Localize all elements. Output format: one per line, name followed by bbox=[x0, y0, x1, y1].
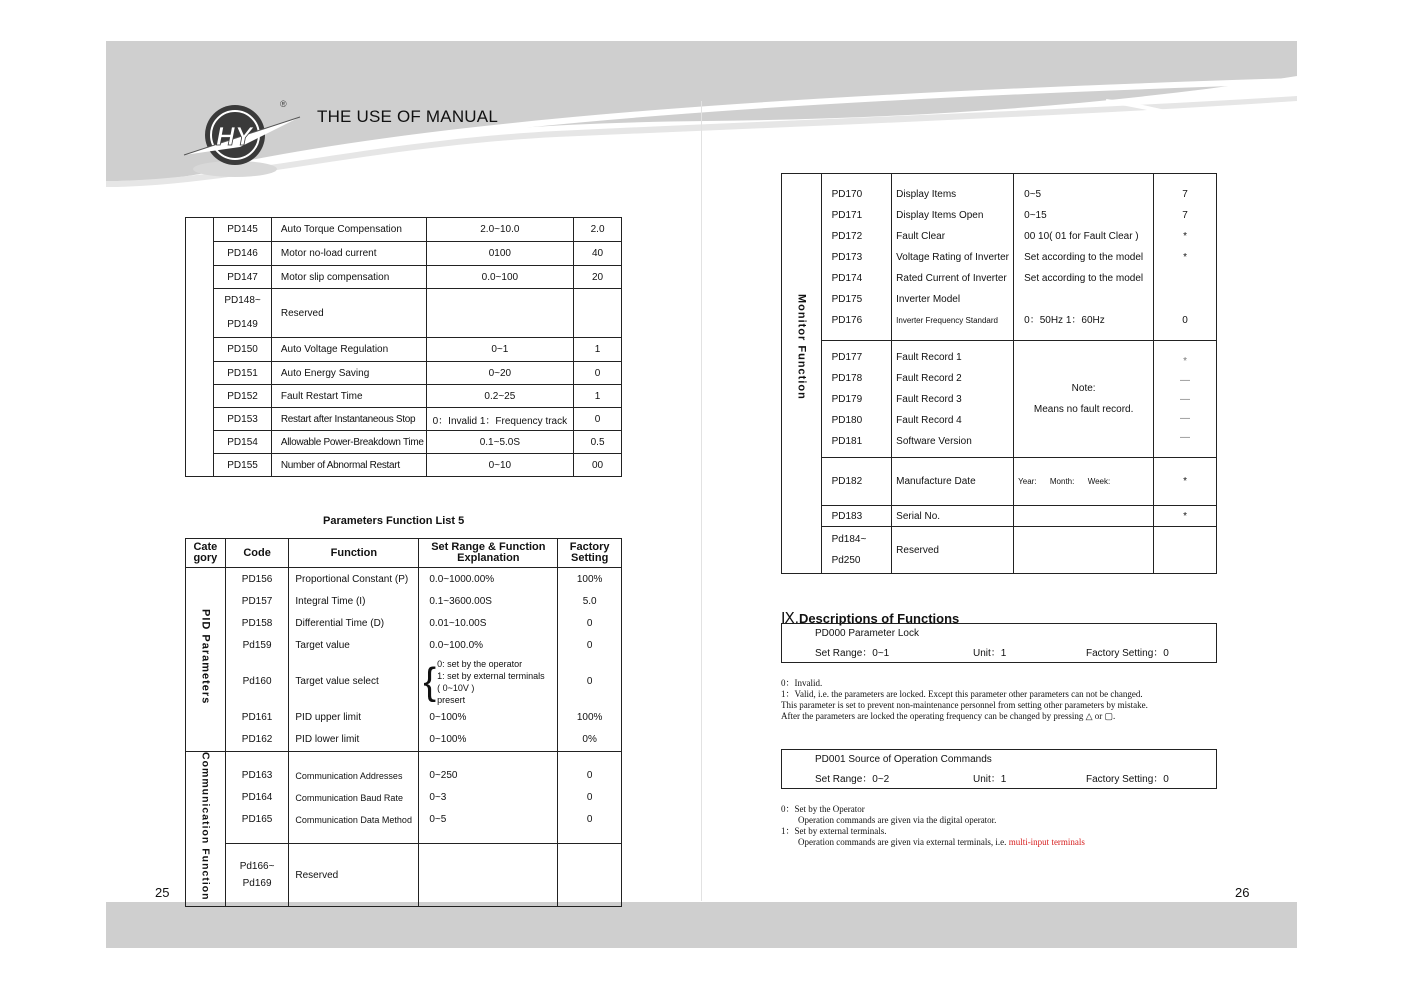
group2-functions bbox=[892, 341, 1014, 458]
manufacture-date-range: Year: Month: Week: bbox=[1014, 458, 1154, 506]
setting-cell: 5.0 bbox=[582, 595, 597, 607]
range-cell: 00 10( 01 for Fault Clear ) bbox=[1024, 230, 1139, 242]
code-cell: PD182 bbox=[821, 458, 892, 506]
range-cell: 0~5 bbox=[429, 813, 447, 825]
function-cell: Display Items bbox=[896, 188, 957, 200]
pd001-box bbox=[781, 749, 1217, 789]
code-cell: PD155 bbox=[214, 454, 272, 477]
table-row bbox=[782, 506, 1217, 527]
reserved-range bbox=[419, 844, 558, 906]
range-lines bbox=[437, 658, 545, 706]
code-cell: PD151 bbox=[214, 362, 272, 385]
function-cell: Motor no-load current bbox=[271, 242, 426, 266]
reserved-setting bbox=[558, 844, 622, 906]
function-cell: Allowable Power-Breakdown Time bbox=[271, 431, 426, 454]
pid-ranges bbox=[419, 568, 558, 752]
group1-functions bbox=[892, 174, 1014, 341]
setting-cell: 1 bbox=[574, 385, 622, 408]
code-line: PD149 bbox=[227, 319, 258, 330]
table-row bbox=[186, 454, 622, 477]
setting-cell: 0 bbox=[586, 675, 593, 687]
table-row bbox=[782, 458, 1217, 506]
group1-ranges bbox=[1014, 174, 1154, 341]
function-cell: Proportional Constant (P) bbox=[295, 573, 409, 585]
setting-cell: 0% bbox=[582, 733, 597, 745]
table-row bbox=[186, 338, 622, 362]
code-cell: PD145 bbox=[214, 218, 272, 242]
setting-cell bbox=[1160, 268, 1210, 289]
setting-cell: 2.0 bbox=[574, 218, 622, 242]
function-cell: PID lower limit bbox=[295, 733, 360, 745]
code-cell: PD156 bbox=[241, 573, 273, 585]
range-cell: 2.0~10.0 bbox=[426, 218, 574, 242]
pd001-factory: Factory Setting：0 bbox=[1086, 774, 1169, 785]
code-cell: PD179 bbox=[831, 393, 863, 405]
pd000-unit: Unit：1 bbox=[973, 648, 1007, 659]
header-category: Cate gory bbox=[186, 539, 226, 568]
page-number-left: 25 bbox=[155, 885, 170, 900]
pd001-range: Set Range：0~2 bbox=[815, 774, 890, 785]
code-cell: PD147 bbox=[214, 266, 272, 289]
function-cell: Manufacture Date bbox=[892, 458, 1014, 506]
setting-cell: 0 bbox=[586, 813, 593, 825]
code-cell: PD175 bbox=[831, 293, 863, 305]
range-cell bbox=[1014, 527, 1154, 574]
setting-cell: 20 bbox=[574, 266, 622, 289]
setting-cell: — bbox=[1180, 374, 1191, 386]
function-cell: Auto Energy Saving bbox=[271, 362, 426, 385]
setting-cell: * bbox=[1183, 251, 1187, 263]
function-cell: PID upper limit bbox=[295, 711, 361, 723]
range-cell bbox=[423, 657, 547, 707]
comm-codes bbox=[225, 752, 289, 844]
range-cell: 0~250 bbox=[429, 769, 458, 781]
header-function: Function bbox=[289, 539, 419, 568]
function-cell: Integral Time (I) bbox=[295, 595, 366, 607]
function-cell: Fault Record 2 bbox=[896, 372, 962, 384]
svg-text:HY: HY bbox=[216, 121, 253, 151]
setting-cell bbox=[1160, 289, 1210, 310]
pd000-range: Set Range：0~1 bbox=[815, 648, 890, 659]
table-row bbox=[186, 431, 622, 454]
range-cell: 0.0~100.0% bbox=[429, 639, 484, 651]
range-cell: 0.1~5.0S bbox=[426, 431, 574, 454]
function-cell: Differential Time (D) bbox=[295, 617, 385, 629]
range-line: 0: set by the operator bbox=[437, 658, 523, 669]
range-cell: 0.2~25 bbox=[426, 385, 574, 408]
function-cell: Fault Clear bbox=[896, 230, 946, 242]
range-cell: 0.0~1000.00% bbox=[429, 573, 495, 585]
setting-cell: 100% bbox=[576, 573, 603, 585]
category-communication: Communication Function bbox=[186, 752, 226, 907]
category-monitor: Monitor Function bbox=[782, 174, 822, 574]
setting-cell: 0.5 bbox=[574, 431, 622, 454]
code-cell: PD183 bbox=[821, 506, 892, 527]
manual-title: THE USE OF MANUAL bbox=[317, 107, 498, 126]
svg-text:®: ® bbox=[280, 99, 287, 109]
section-heading: Ⅸ.Descriptions of Functions bbox=[781, 610, 960, 627]
function-cell: Motor slip compensation bbox=[271, 266, 426, 289]
code-cell: PD161 bbox=[241, 711, 273, 723]
range-cell: 0~100% bbox=[429, 733, 467, 745]
code-cell: PD180 bbox=[831, 414, 863, 426]
range-cell: 0.1~3600.00S bbox=[429, 595, 492, 607]
setting-cell: 1 bbox=[574, 338, 622, 362]
hy-logo-icon bbox=[180, 95, 310, 185]
setting-cell: 0 bbox=[1182, 314, 1188, 326]
setting-cell: 0 bbox=[586, 791, 593, 803]
function-cell: Software Version bbox=[896, 435, 972, 447]
brace-icon: { bbox=[423, 660, 437, 703]
pd001-description: 0：Set by the Operator Operation commands are given via the digital operator. 1：Set by external terminals. Operation commands are given via external terminals, i.e. multi-input terminals bbox=[781, 804, 1085, 847]
function-cell: Reserved bbox=[892, 527, 1014, 574]
code-cell: PD171 bbox=[831, 209, 863, 221]
group2-settings bbox=[1154, 341, 1217, 458]
fault-note: Note: Means no fault record. bbox=[1014, 341, 1154, 458]
code-cell: PD152 bbox=[214, 385, 272, 408]
code-cell: PD172 bbox=[831, 230, 863, 242]
reserved-code: Pd166~ Pd169 bbox=[225, 844, 289, 906]
code-cell bbox=[214, 289, 272, 338]
code-cell: PD177 bbox=[831, 351, 863, 363]
setting-cell bbox=[1154, 527, 1217, 574]
multi-input-terminals-link[interactable]: multi-input terminals bbox=[1008, 837, 1085, 847]
pid-settings bbox=[558, 568, 622, 752]
footer-band bbox=[106, 902, 1297, 948]
code-cell: PD170 bbox=[831, 188, 863, 200]
setting-cell: — bbox=[1180, 431, 1191, 443]
function-cell: Inverter Model bbox=[896, 293, 961, 305]
range-line: 1: set by external terminals bbox=[437, 670, 545, 681]
function-cell: Display Items Open bbox=[896, 209, 984, 221]
group1-settings bbox=[1154, 174, 1217, 341]
pd000-factory: Factory Setting：0 bbox=[1086, 648, 1169, 659]
header-setting: Factory Setting bbox=[558, 539, 622, 568]
range-cell bbox=[426, 289, 574, 338]
function-cell: Inverter Frequency Standard bbox=[896, 315, 998, 325]
range-cell: 0~1 bbox=[426, 338, 574, 362]
range-line: ( 0~10V ) bbox=[437, 682, 475, 693]
range-cell: 0~5 bbox=[1024, 188, 1042, 200]
setting-cell: — bbox=[1180, 412, 1191, 424]
pid-functions bbox=[289, 568, 419, 752]
function-cell: Serial No. bbox=[892, 506, 1014, 527]
code-cell: PD176 bbox=[831, 314, 863, 326]
code-cell: PD158 bbox=[241, 617, 273, 629]
comm-functions bbox=[289, 752, 419, 844]
code-cell: PD178 bbox=[831, 372, 863, 384]
code-cell: Pd184~ Pd250 bbox=[821, 527, 892, 574]
range-cell: Set according to the model bbox=[1024, 251, 1144, 263]
code-cell: PD150 bbox=[214, 338, 272, 362]
range-cell: 0~15 bbox=[1024, 209, 1047, 221]
code-cell: PD157 bbox=[241, 595, 273, 607]
table-row bbox=[186, 362, 622, 385]
header-range: Set Range & Function Explanation bbox=[419, 539, 558, 568]
function-cell: Fault Restart Time bbox=[271, 385, 426, 408]
setting-cell: 0 bbox=[586, 639, 593, 651]
pd001-title: PD001 Source of Operation Commands bbox=[815, 754, 992, 765]
table-row bbox=[186, 408, 622, 431]
setting-cell: * bbox=[1183, 355, 1187, 367]
comm-settings bbox=[558, 752, 622, 844]
table-row bbox=[186, 844, 622, 906]
code-cell: PD173 bbox=[831, 251, 863, 263]
function-cell: Fault Record 4 bbox=[896, 414, 962, 426]
setting-cell: 7 bbox=[1182, 209, 1188, 221]
range-cell bbox=[1024, 289, 1143, 310]
list-title: Parameters Function List 5 bbox=[323, 515, 465, 527]
setting-cell: — bbox=[1180, 393, 1191, 405]
range-cell: 0~3 bbox=[429, 791, 447, 803]
code-cell: PD162 bbox=[241, 733, 273, 745]
setting-cell: * bbox=[1183, 230, 1187, 242]
setting-cell: * bbox=[1154, 458, 1217, 506]
setting-cell: 00 bbox=[574, 454, 622, 477]
header-code: Code bbox=[225, 539, 289, 568]
code-cell: PD153 bbox=[214, 408, 272, 431]
code-cell: PD146 bbox=[214, 242, 272, 266]
code-cell: Pd160 bbox=[242, 675, 272, 687]
pd000-box bbox=[781, 623, 1217, 663]
page-fold bbox=[701, 101, 702, 901]
function-cell: Communication Data Method bbox=[295, 814, 412, 825]
function-cell: Target value bbox=[295, 639, 350, 651]
code-cell: PD164 bbox=[241, 791, 273, 803]
monitor-function-table bbox=[781, 173, 1217, 574]
code-line: PD148~ bbox=[224, 295, 261, 306]
range-cell: 0：Invalid 1：Frequency track bbox=[426, 408, 574, 431]
table-row bbox=[186, 242, 622, 266]
range-cell: 0.0~100 bbox=[426, 266, 574, 289]
range-cell: 0100 bbox=[426, 242, 574, 266]
table-row bbox=[186, 385, 622, 408]
table-row bbox=[186, 218, 622, 242]
code-cell: Pd159 bbox=[242, 639, 272, 651]
category-cell bbox=[186, 218, 214, 477]
category-pid: PID Parameters bbox=[186, 568, 226, 752]
setting-cell: 40 bbox=[574, 242, 622, 266]
pd000-title: PD000 Parameter Lock bbox=[815, 628, 919, 639]
function-cell: Target value select bbox=[295, 675, 379, 687]
code-cell: PD174 bbox=[831, 272, 863, 284]
function-cell: Fault Record 3 bbox=[896, 393, 962, 405]
parameters-function-list-5 bbox=[185, 538, 622, 907]
parameters-table-continued bbox=[185, 217, 622, 477]
function-cell: Auto Torque Compensation bbox=[271, 218, 426, 242]
setting-cell: 0 bbox=[574, 362, 622, 385]
pd000-description: 0：Invalid. 1：Valid, i.e. the parameters are locked. Except this parameter other parameters can not be changed. This parameter is set to prevent non-maintenance personnel from setting other parameters by mistake. After the parameters are locked the operating frequency can be changed by pressing △ or ▢. bbox=[781, 678, 1148, 721]
setting-cell: 0 bbox=[586, 769, 593, 781]
function-cell: Fault Record 1 bbox=[896, 351, 962, 363]
code-cell: PD165 bbox=[241, 813, 273, 825]
range-cell: 0~100% bbox=[429, 711, 467, 723]
function-cell: Auto Voltage Regulation bbox=[271, 338, 426, 362]
table-row bbox=[186, 266, 622, 289]
function-cell: Restart after Instantaneous Stop bbox=[271, 408, 426, 431]
pd001-unit: Unit：1 bbox=[973, 774, 1007, 785]
range-cell: 0~10 bbox=[426, 454, 574, 477]
function-cell: Number of Abnormal Restart bbox=[271, 454, 426, 477]
group2-codes bbox=[821, 341, 892, 458]
function-cell: Communication Baud Rate bbox=[295, 792, 403, 803]
range-cell: Set according to the model bbox=[1024, 272, 1144, 284]
setting-cell: 0 bbox=[586, 617, 593, 629]
reserved-function: Reserved bbox=[289, 844, 419, 906]
group1-codes bbox=[821, 174, 892, 341]
range-cell bbox=[1014, 506, 1154, 527]
function-cell: Communication Addresses bbox=[295, 770, 403, 781]
setting-cell: 0 bbox=[574, 408, 622, 431]
range-cell: 0：50Hz 1：60Hz bbox=[1024, 314, 1105, 326]
setting-cell: 100% bbox=[576, 711, 603, 723]
range-cell: 0.01~10.00S bbox=[429, 617, 487, 629]
setting-cell: 7 bbox=[1182, 188, 1188, 200]
range-line: presert bbox=[437, 694, 466, 705]
function-cell: Rated Current of Inverter bbox=[896, 272, 1007, 284]
code-cell: PD181 bbox=[831, 435, 863, 447]
setting-cell: * bbox=[1154, 506, 1217, 527]
range-cell: 0~20 bbox=[426, 362, 574, 385]
table-row bbox=[186, 289, 622, 338]
function-cell: Reserved bbox=[271, 289, 426, 338]
code-cell: PD154 bbox=[214, 431, 272, 454]
pid-codes bbox=[225, 568, 289, 752]
setting-cell bbox=[574, 289, 622, 338]
function-cell: Voltage Rating of Inverter bbox=[896, 251, 1010, 263]
comm-ranges bbox=[419, 752, 558, 844]
page-number-right: 26 bbox=[1235, 885, 1250, 900]
table-row bbox=[782, 527, 1217, 574]
code-cell: PD163 bbox=[241, 769, 273, 781]
